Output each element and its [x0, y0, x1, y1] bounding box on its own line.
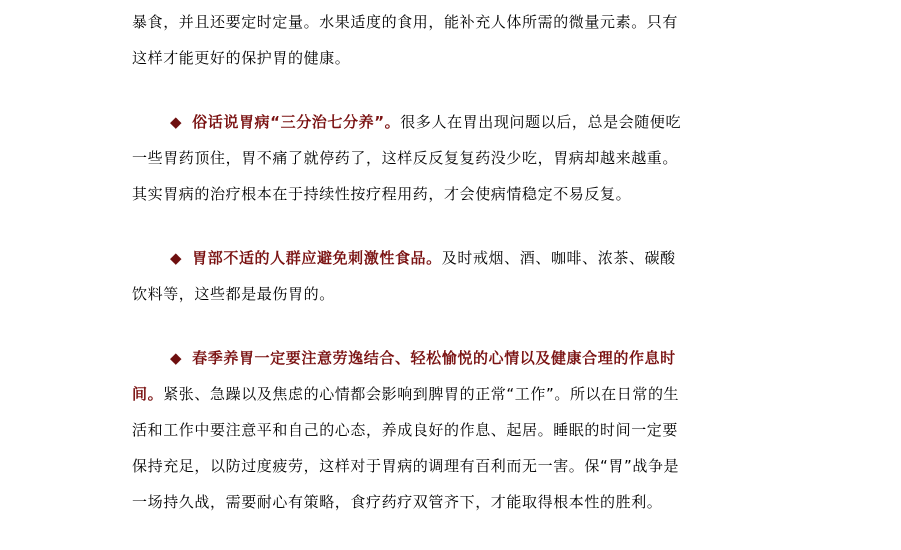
paragraph-lead-text: 及时戒烟、酒、咖啡、浓茶、碳酸	[441, 249, 676, 267]
paragraph-second-line	[132, 376, 772, 412]
article-body	[132, 0, 772, 520]
paragraph-lead-line	[132, 104, 772, 140]
paragraph	[132, 240, 772, 312]
paragraph	[132, 4, 772, 76]
diamond-bullet-icon: ◆	[170, 113, 183, 131]
text-line: 活和工作中要注意平和自己的心态，养成良好的作息、起居。睡眠的时间一定要	[132, 421, 679, 439]
paragraph-lead-line	[132, 240, 772, 276]
diamond-bullet-icon: ◆	[170, 349, 183, 367]
paragraph-lead-text: 紧张、急躁以及焦虑的心情都会影响到脾胃的正常“工作”。所以在日常的生	[163, 385, 680, 403]
paragraph-lead-line	[132, 340, 772, 376]
paragraph	[132, 340, 772, 520]
text-line: 其实胃病的治疗根本在于持续性按疗程用药，才会使病情稳定不易反复。	[132, 185, 632, 203]
paragraph	[132, 104, 772, 212]
text-line: 这样才能更好的保护胃的健康。	[132, 49, 351, 67]
text-line: 一些胃药顶住，胃不痛了就停药了，这样反反复复药没少吃，胃病却越来越重。	[132, 149, 679, 167]
paragraph-heading: 俗话说胃病“三分治七分养”。	[192, 113, 401, 131]
diamond-bullet-icon: ◆	[170, 249, 183, 267]
paragraph-heading: 胃部不适的人群应避免刺激性食品。	[192, 249, 442, 267]
text-line: 饮料等，这些都是最伤胃的。	[132, 285, 335, 303]
text-line: 一场持久战，需要耐心有策略，食疗药疗双管齐下，才能取得根本性的胜利。	[132, 493, 663, 511]
paragraph-lead-text: 很多人在胃出现问题以后，总是会随便吃	[400, 113, 682, 131]
text-line: 保持充足，以防过度疲劳，这样对于胃病的调理有百利而无一害。保“胃”战争是	[132, 457, 680, 475]
paragraph-heading: 春季养胃一定要注意劳逸结合、轻松愉悦的心情以及健康合理的作息时	[192, 349, 676, 367]
text-line: 暴食，并且还要定时定量。水果适度的食用，能补充人体所需的微量元素。只有	[132, 13, 679, 31]
paragraph-heading-continued: 间。	[132, 385, 164, 403]
